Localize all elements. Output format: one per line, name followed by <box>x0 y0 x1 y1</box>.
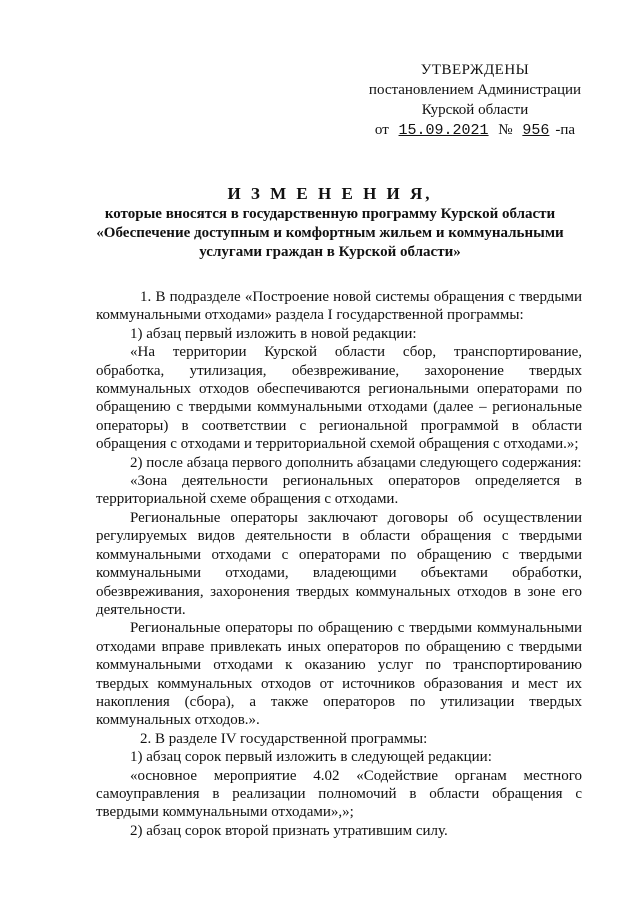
title-line-2: «Обеспечение доступным и комфортным жильем и коммунальными <box>96 225 564 241</box>
approval-suffix: -па <box>555 122 576 138</box>
approval-from: от <box>374 122 389 138</box>
approval-line-2: Курской области <box>421 102 529 118</box>
approval-number: 956 <box>522 122 550 139</box>
paragraph-1: 1. В подразделе «Построение новой системы обращения с твердыми коммунальными отходами» раздела I государственной программы: <box>96 289 582 324</box>
approval-number-line <box>330 120 620 141</box>
paragraph-11: 2) абзац сорок второй признать утратившим силу. <box>130 822 448 839</box>
paragraph-9: 1) абзац сорок первый изложить в следующей редакции: <box>130 749 492 766</box>
paragraph-2: 1) абзац первый изложить в новой редакции: <box>130 325 417 342</box>
title-main: И З М Е Н Е Н И Я, <box>227 184 433 203</box>
approval-line-1: постановлением Администрации <box>368 82 582 98</box>
paragraph-4: 2) после абзаца первого дополнить абзацами следующего содержания: <box>130 454 582 471</box>
paragraph-3: «На территории Курской области сбор, транспортирование, обработка, утилизация, обезвреживание, захоронение твердых коммунальных отходов обеспечиваются региональными операторами по обращению с твердыми коммунальными отходами (далее – региональные операторы) в соответствии с региональной программой в области обращения с отходами и территориальной схемой обращения с отходами.»; <box>96 344 582 453</box>
approval-heading: УТВЕРЖДЕНЫ <box>420 62 530 78</box>
approval-number-sign: № <box>498 122 513 138</box>
approval-stamp <box>330 60 620 141</box>
approval-date: 15.09.2021 <box>398 122 489 139</box>
document-body <box>96 288 582 840</box>
paragraph-7: Региональные операторы по обращению с твердыми коммунальными отходами вправе привлекать иных операторов по обращению с твердыми коммунальными отходами к оказанию услуг по транспортированию твердых коммунальных отходов от источников образования и мест их накопления (сбора), а также операторов по утилизации твердых коммунальных отходов.». <box>96 620 582 729</box>
title-line-3: услугами граждан в Курской области» <box>199 244 461 260</box>
paragraph-5: «Зона деятельности региональных операторов определяется в территориальной схеме обращения с отходами. <box>96 473 582 508</box>
paragraph-8: 2. В разделе IV государственной программы: <box>140 730 428 747</box>
paragraph-6: Региональные операторы заключают договоры об осуществлении регулируемых видов деятельности в области обращения с твердыми коммунальными отходами с операторами по обращению с твердыми коммунальными отходами, владеющими объектами обработки, обезвреживания, захоронения твердых коммунальных отходов в зоне его деятельности. <box>96 509 582 618</box>
document-title <box>80 184 580 262</box>
paragraph-10: «основное мероприятие 4.02 «Содействие органам местного самоуправления в реализации полномочий в области обращения с твердыми коммунальными отходами»,»; <box>96 767 582 821</box>
title-line-1: которые вносятся в государственную программу Курской области <box>104 206 556 222</box>
